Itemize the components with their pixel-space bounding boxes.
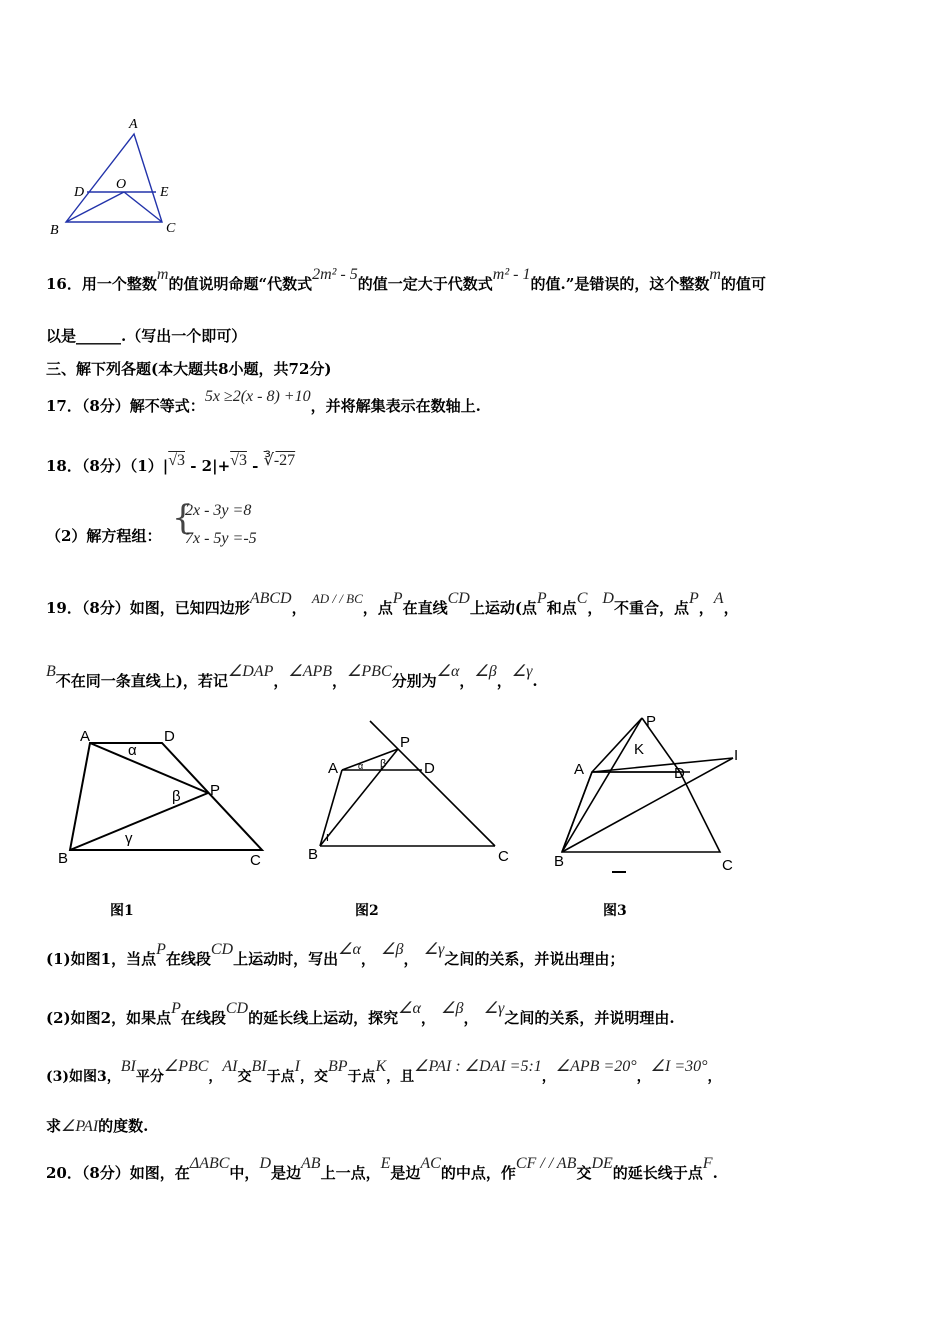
fig1-B: B [58,850,69,867]
question-18-part2: （2）解方程组： [46,527,162,545]
question-19-part3: (3)如图3，BI平分∠PBC，AI交BI于点I，交BP于点K，且∠PAI : ∠DAI =5:1，∠APB =20°，∠I =30°， [46,1058,722,1085]
fig2-C: C [498,848,509,865]
fig1-gamma: γ [125,830,133,847]
fig2-r: r [326,829,331,844]
section-3-heading: 三、解下列各题(本大题共8小题，共72分) [46,360,332,378]
fig2-D: D [424,760,435,777]
fig1-D: D [164,728,175,745]
fig3-A: A [574,761,585,778]
fig1-P: P [210,782,221,799]
question-18: 18．（8分）（1）|√3 - 2|+√3 - ∛-27 [46,452,296,475]
question-16-line2: 以是______.（写出一个即可） [46,327,247,345]
equation-2: 7x - 5y =-5 [185,530,257,547]
fig1-beta: β [172,788,181,805]
figure-3 [550,710,770,875]
label-C: C [166,221,176,236]
fig3-B: B [554,853,565,870]
fig1-A: A [80,728,91,745]
question-16: 16．用一个整数m的值说明命题“代数式2m² - 5的值一定大于代数式m² - 1的值.”是错误的，这个整数m的值可 [46,266,766,293]
question-19: 19．（8分）如图，已知四边形ABCD， AD / / BC，点P在直线CD上运动(点P和点C，D不重合，点P，A， [46,590,739,617]
brace: { [172,498,194,538]
fig3-caption: 图3 [603,903,627,919]
question-19-part1: (1)如图1，当点P在线段CD上运动时，写出∠α， ∠β， ∠γ之间的关系，并说出理由； [46,941,625,968]
question-19-part3-line2: 求∠PAI的度数. [46,1117,149,1135]
label-B: B [50,223,59,238]
triangle-figure [40,110,200,245]
fig1-C: C [250,852,261,869]
label-O: O [116,177,127,192]
figure-1 [50,725,280,875]
question-20: 20．（8分）如图，在ΔABC中，D是边AB上一点，E是边AC的中点，作CF / / AB交DE的延长线于点F. [46,1155,718,1182]
fig2-P: P [400,734,411,751]
question-19-part2: (2)如图2，如果点P在线段CD的延长线上运动，探究∠α， ∠β， ∠γ之间的关系，并说明理由. [46,1000,675,1027]
fig3-K: K [634,741,645,758]
label-A: A [129,117,138,132]
fig1-caption: 图1 [110,903,134,919]
fig3-I: I [734,747,739,764]
fig2-beta: β [380,758,387,770]
fig3-P: P [646,713,657,730]
fig1-alpha: α [128,742,137,759]
fig2-B: B [308,846,319,863]
fig2-caption: 图2 [355,903,379,919]
question-17: 17．（8分）解不等式：5x ≥2(x - 8) +10，并将解集表示在数轴上. [46,388,481,415]
label-E: E [160,185,169,200]
question-19-line2: B不在同一条直线上)，若记∠DAP，∠APB，∠PBC分别为∠α，∠β，∠γ. [46,663,538,690]
equation-1: 2x - 3y =8 [185,502,252,519]
fig2-A: A [328,760,339,777]
fig3-D: D [674,765,685,782]
fig2-alpha: α [358,761,364,771]
fig3-C: C [722,857,733,874]
figure-2 [300,715,530,875]
label-D: D [74,185,85,200]
